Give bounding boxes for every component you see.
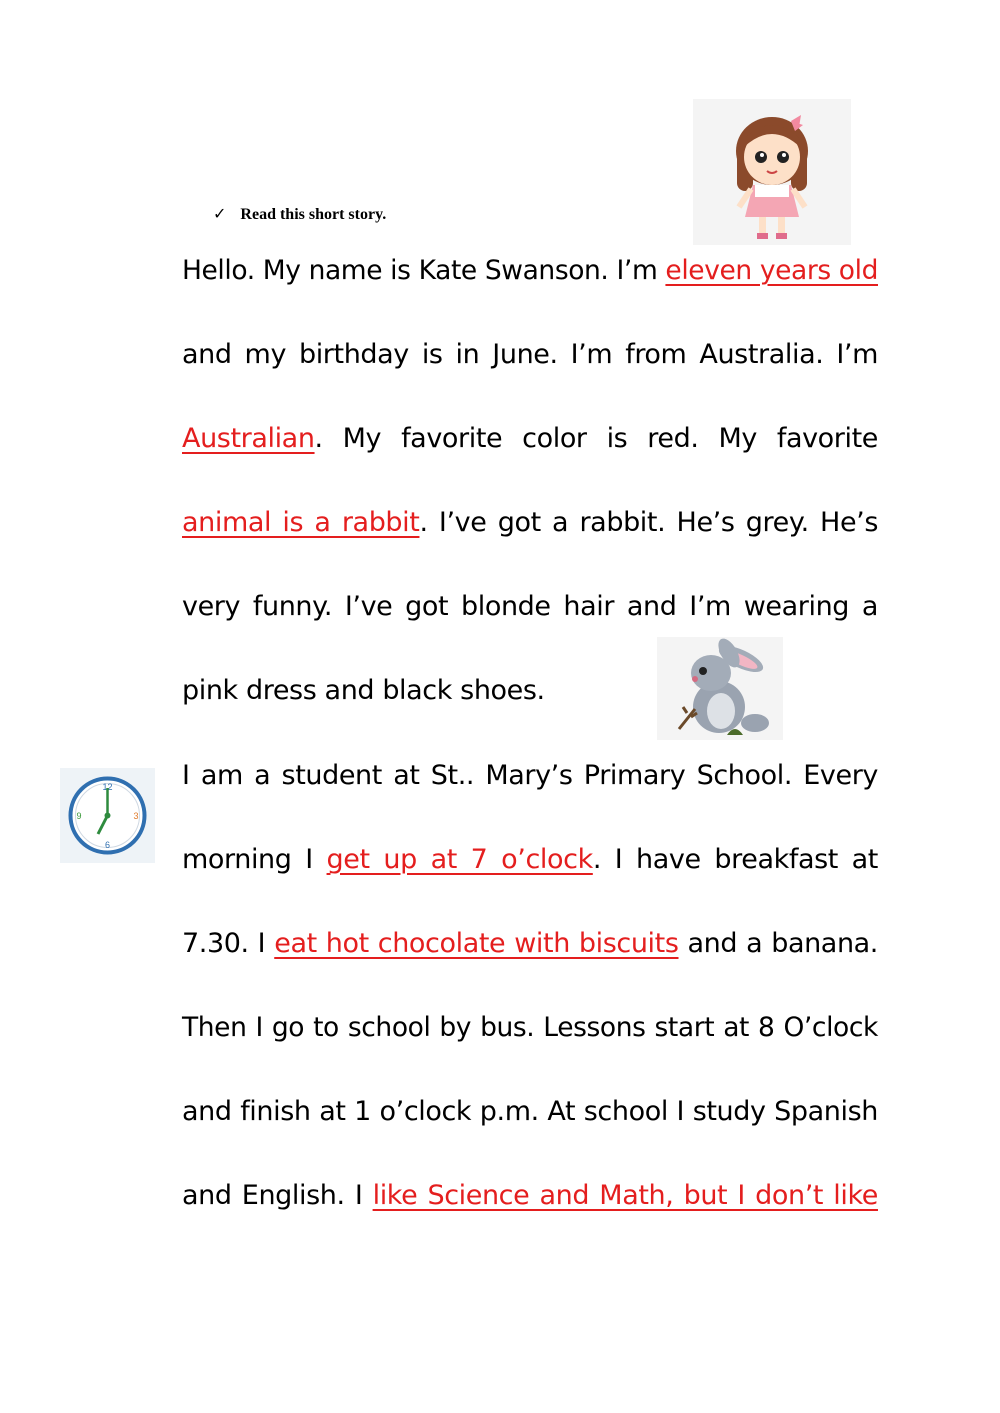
- answer-highlight: animal is a rabbit: [182, 507, 420, 538]
- clock-number-6: 6: [104, 840, 111, 850]
- story-line-4: [182, 503, 878, 543]
- story-text: morning I: [182, 844, 327, 875]
- story-text: pink dress and black shoes.: [182, 675, 545, 706]
- clock-svg: [60, 768, 155, 863]
- story-line-11: [182, 1092, 878, 1132]
- story-line-2: [182, 335, 878, 375]
- story-text: and a banana.: [678, 928, 878, 959]
- story-line-5: [182, 587, 878, 627]
- story-text: . My favorite color is red. My favorite: [314, 423, 878, 454]
- girl-svg: [693, 99, 851, 245]
- story-line-1: [182, 251, 878, 291]
- girl-illustration: [693, 99, 851, 245]
- story-text: . I’ve got a rabbit. He’s grey. He’s: [419, 507, 878, 538]
- story-text: . I have breakfast at: [592, 844, 878, 875]
- story-text: 7.30. I: [182, 928, 275, 959]
- story-text: very funny. I’ve got blonde hair and I’m wearing a: [182, 591, 878, 622]
- instruction-text: Read this short story.: [240, 206, 387, 223]
- story-line-6: [182, 671, 878, 711]
- story-line-8: [182, 840, 878, 880]
- clock-number-12: 12: [102, 782, 113, 792]
- answer-highlight: eleven years old: [665, 255, 878, 286]
- story-text: Then I go to school by bus. Lessons start at 8 O’clock: [182, 1012, 878, 1043]
- story-line-10: [182, 1008, 878, 1048]
- answer-highlight: Australian: [182, 423, 315, 454]
- answer-highlight: get up at 7 o’clock: [326, 844, 593, 875]
- story-line-9: [182, 924, 878, 964]
- story-text: and finish at 1 o’clock p.m. At school I study Spanish: [182, 1096, 878, 1127]
- clock-number-3: 3: [133, 811, 139, 821]
- story-text: and English. I: [182, 1180, 373, 1211]
- instruction: [213, 204, 386, 224]
- story-text: Hello. My name is Kate Swanson. I’m: [182, 255, 666, 286]
- answer-highlight: eat hot chocolate with biscuits: [274, 928, 679, 959]
- story-text: I am a student at St.. Mary’s Primary School. Every: [182, 760, 878, 791]
- answer-highlight: like Science and Math, but I don’t like: [372, 1180, 878, 1211]
- clock-number-9: 9: [76, 811, 82, 821]
- story-line-12: [182, 1176, 878, 1216]
- clock-illustration: [60, 768, 155, 863]
- check-mark-icon: ✓: [213, 206, 227, 223]
- story-line-3: [182, 419, 878, 459]
- story-line-7: [182, 756, 878, 796]
- story-text: and my birthday is in June. I’m from Australia. I’m: [182, 339, 878, 370]
